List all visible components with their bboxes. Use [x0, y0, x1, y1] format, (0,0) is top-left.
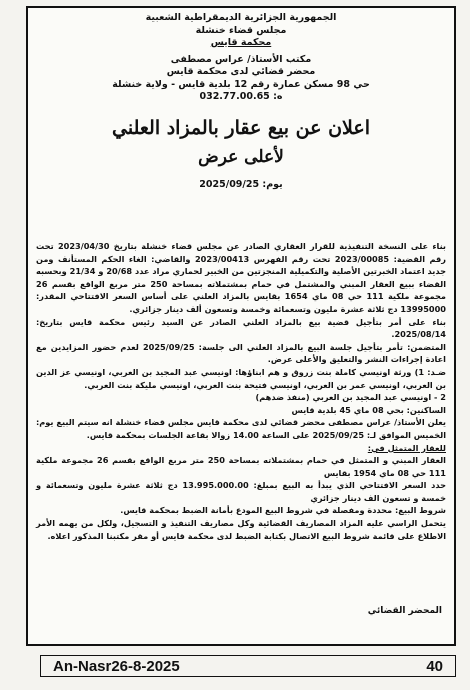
- paragraph-postpone-content: المتضمن: تأمر بتأجيل جلسة البيع بالمزاد العلني الى جلسة: 2025/09/25 لعدم حضور المزايدين مع اعادة إجراءات النشر والتعليق والأعلى عرض.: [36, 341, 446, 365]
- page-number: 40: [426, 657, 443, 675]
- paragraph-decision: بناء على النسخة التنفيذية للقرار العقاري الصادر عن مجلس قضاء خنشلة بتاريخ 2023/04/30 تحت رقم القضية: 2023/00085 تحت رقم الفهرس 2023/00413 والقاضي: الغاء الحكم المستأنف ومن جديد اعتماد الخبرتين الأصلية والتكميلية المنجزتين من الخبير لحماري مراد عدد 20/68 و 21/34 وبحسبه القضاء ببيع العقار المبني والمشتمل في حمام بمشتملاته بمساحة 250 متر مربع الواقع بقسم 26 مجموعة ملكية 111 حي 08 ماي 1654 بقايس بالمزاد العلني على أساس السعر الافتتاحي المقدر: 13995000 دج ثلاثة عشرة مليون وتسعمائة وخمسة وتسعون ألف دينار جزائري.: [36, 241, 446, 314]
- announcement-subtitle: لأعلى عرض: [198, 146, 284, 167]
- page-footer: [40, 655, 456, 677]
- office-phone: ه: 032.77.00.65: [199, 91, 283, 102]
- court-line: محكمة قايس: [210, 37, 272, 48]
- paragraph-defendant-2: 2 - اونيسي عبد المجيد بن العربي (منفذ ضدهم): [255, 392, 446, 403]
- sale-date: يوم: 2025/09/25: [199, 178, 283, 190]
- office-address: حي 98 مسكن عمارة رقم 12 بلدية قايس - ولاية خنشلة: [112, 78, 370, 90]
- bailiff-office: [28, 54, 454, 104]
- paragraph-sale-announcement: يعلن الأستاذ/ عراس مصطفى محضر قضائي لدى محكمة قايس مجلس قضاء خنشلة انه سيتم البيع يوم: الخميس الموافق لـ: 2025/09/25 على الساعة 14.00 زوالا بقاعة الجلسات بمحكمة قايس.: [36, 417, 446, 440]
- republic-line: الجمهورية الجزائرية الديمقراطية الشعبية: [145, 12, 337, 23]
- signature: المحضر القضائي: [367, 606, 442, 616]
- announcement-title: اعلان عن بيع عقار بالمزاد العلني: [112, 116, 370, 139]
- paragraph-defendants: ضـد: 1) ورثة اونيسي كاملة بنت زروق و هم ابناؤها: اونيسي عبد المجيد بن العربي، اونيسي عز الدين بن العربي، اونيسي عمر بن العربي، اونيسي فتيحة بنت العربي، اونيسي مليكة بنت العربي.: [36, 366, 446, 390]
- paragraph-residence: الساكنين: بحي 08 ماي 45 بلدية قايس: [291, 404, 446, 415]
- announcement-frame: [26, 6, 456, 646]
- paragraph-property-heading: للعقار المتمثل في:: [367, 442, 446, 453]
- office-lawyer: مكتب الأستاذ/ عراس مصطفى: [170, 53, 312, 65]
- paragraph-opening-price: حدد السعر الافتتاحي الذي يبدأ به البيع بمبلغ: 13.995.000.00 دج ثلاثة عشرة مليون وتسعمائة و خمسة و تسعون الف دينار جزائري: [36, 480, 446, 503]
- announcement-body: [36, 240, 446, 542]
- publication-label: An-Nasr26-8-2025: [53, 657, 180, 675]
- office-role: محضر قضائي لدى محكمة قايس: [166, 66, 316, 77]
- paragraph-sale-conditions: شروط البيع: محددة ومفصلة في شروط البيع المودع بأمانة الضبط بمحكمة قايس.: [120, 505, 446, 516]
- council-line: مجلس قضاء خنشلة: [195, 24, 287, 36]
- paragraph-property: العقار المبني و المتمثل في حمام بمشتملاته بمساحة 250 متر مربع الواقع بقسم 26 مجموعة ملكية 111 حي 08 ماي 1954 بقايس: [36, 455, 446, 478]
- paragraph-costs: يتحمل الراسي عليه المزاد المصاريف القضائية وكل مصاريف التنفيذ و التسجيل، ولكل من يهمه الأمر الاطلاع على قائمة شروط البيع الاتصال بكتابة الضبط لدى محكمة قايس أو مقر مكتبنا المذكور اعلاه.: [36, 518, 446, 541]
- paragraph-postpone-order: بناء على أمر بتأجيل قضية بيع بالمزاد العلني الصادر عن السيد رئيس محكمة قايس بتاريخ: 2025/08/14.: [36, 316, 446, 340]
- official-header: [28, 12, 454, 50]
